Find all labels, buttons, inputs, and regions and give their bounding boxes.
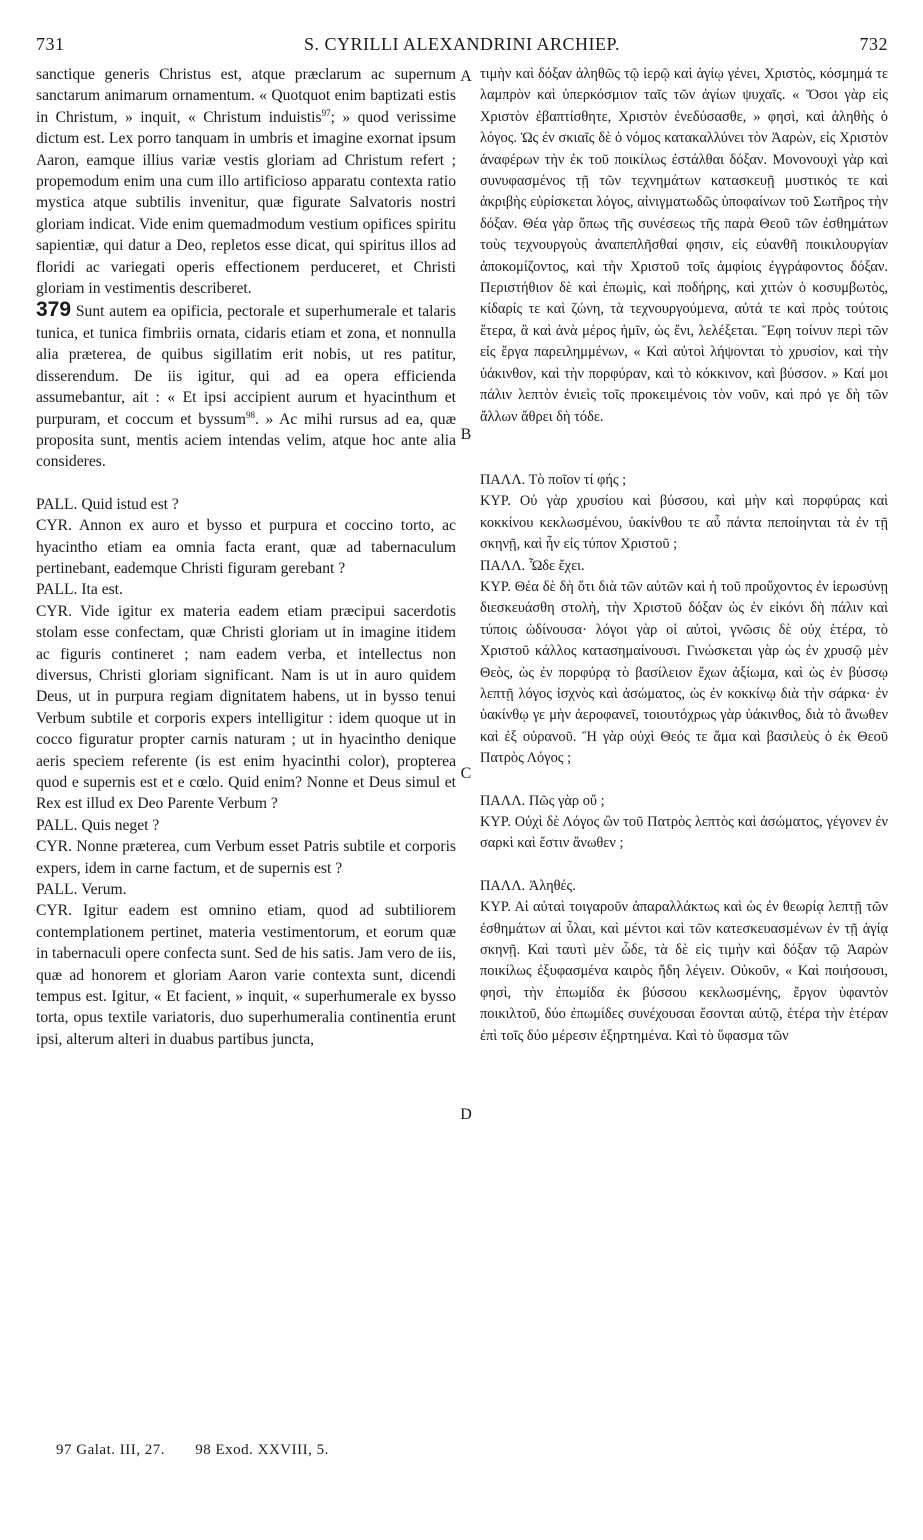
latin-text: Sunt autem ea opificia, pectorale et superhumerale et talaris tunica, et tunica fimbriis ornata, cidaris etiam et zona, et nonnulla alia præterea, de quibus sigillatim erit nobis, ut res patitur, disserendum. De iis igitur, qui ad ea opera efficienda assumebantur, ait : « Et ipsi accipient aurum et hyacinthum et purpuram, et coccum et byssum (36, 303, 456, 428)
footnote-98: 98 Exod. XXVIII, 5. (195, 1442, 329, 1458)
dialogue-line: CYR. Igitur eadem est omnino etiam, quod ad subtiliorem contemplationem pertinet, materia vestimentorum, et eorum quæ in tabernaculi opere confecta sunt. Sed de his satis. Jam vero de iis, quæ ad honorem et gloriam Aaron varie contexta sunt, dicendi tempus est. Igitur, « Et facient, » inquit, « superhumerale ex bysso torta, opus textile variatoris, duo superhumeralia continentia erunt ipsi, alterum alteri in duabus partibus juncta, (36, 902, 456, 1048)
page-number-left: 731 (36, 34, 65, 54)
dialogue-line: PALL. Quid istud est ? (36, 495, 179, 513)
dialogue-line: CYR. Vide igitur ex materia eadem etiam præcipui sacerdotis stolam esse confectam, quæ Christi gloriam ut in imagine itidem ac figuris contineret ; nam eadem verba, et intellectus non diversus, Christi gloriam significant. Nam is ut in auro quidem Deus, ut in purpura regiam dignitatem habens, ut in bysso tenui Verbum subtile et corporis expers intelligitur : idem quoque ut in cocco figuratur propter carnis naturam ; ut in hyacintho denique aeris speciem referente (is est enim hyacinthi color), propterea quod e supernis est et e cœlo. Quid enim? Nonne et Deus simul et Rex est illud ex Deo Parente Verbum ? (36, 602, 456, 813)
page-header (36, 34, 888, 58)
footnotes (56, 1442, 355, 1459)
running-title: S. CYRILLI ALEXANDRINI ARCHIEP. (303, 34, 620, 54)
footnote-ref: 97 (321, 107, 331, 118)
dialogue-line: ΠΑΛΛ. Τὸ ποῖον τί φής ; (480, 471, 627, 488)
dialogue-line: ΚΥΡ. Οὐχὶ δὲ Λόγος ὢν τοῦ Πατρὸς λεπτὸς καὶ ἀσώματος, γέγονεν ἐν σαρκὶ καὶ ἔστιν ἄνωθεν ; (480, 814, 888, 852)
latin-paragraph (36, 299, 456, 472)
dialogue-line: ΚΥΡ. Οὐ γὰρ χρυσίου καὶ βύσσου, καὶ μὴν καὶ πορφύρας καὶ κοκκίνου κεκλωσμένου, ὑακίνθου τε αὖ πάντα πεποίηνται τὰ ἐν τῇ σκηνῇ, καὶ ἦν εἰς τύπον Χριστοῦ ; (480, 493, 888, 553)
dialogue-line: CYR. Nonne præterea, cum Verbum esset Patris subtile et corporis expers, idem in carne factum, et de supernis est ? (36, 838, 456, 877)
dialogue-line: PALL. Verum. (36, 881, 127, 899)
dialogue-line: PALL. Quis neget ? (36, 816, 160, 834)
dialogue-line: PALL. Ita est. (36, 581, 123, 599)
dialogue-line: ΠΑΛΛ. Πῶς γὰρ οὔ ; (480, 792, 605, 809)
greek-paragraph: τιμὴν καὶ δόξαν ἀληθῶς τῷ ἱερῷ καὶ ἁγίῳ γένει, Χριστὸς, κόσμημά τε λαμπρὸν καὶ ὑπερκόσμιον ταῖς τῶν ἁγίων ψυχαῖς. « Ὅσοι γὰρ εἰς Χριστὸν ἐβαπτίσθητε, Χριστὸν ἐνεδύσασθε, » φησὶ, καὶ ἀληθὴς ὁ λόγος. Ὡς ἐν σκιαῖς δὲ ὁ νόμος κατακαλλύνει τὸν Ἀαρὼν, εἰς Χριστὸν ἀναφέρων τὴν ἐκ τοῦ ποικίλως ἐστάλθαι δόξαν. Μονονουχὶ γὰρ καὶ συνυφασμένος τῇ τῶν τεχνημάτων κατασκευῇ μυστικός τε καὶ ἀκριβὴς εὑρίσκεται λόγος, αἰνιγματωδῶς ὑποφαίνων τοῦ Σωτῆρος τὴν δόξαν. Θέα γὰρ ὅπως τῆς συνέσεως τῆς παρὰ Θεοῦ τῶν ἐσθημάτων τοὺς τεχνουργοὺς ἀναπεπλῆσθαί φησιν, εἰς εὐανθῆ ποικιλουργίαν ἀποκομίζοντος, καὶ τὴν Χριστοῦ τοῖς ἀμφίοις ἐγγράφοντος δόξαν. Περιστήθιον δὲ καὶ ἐπωμὶς, καὶ ποδήρης, καὶ χιτὼν ὁ κοσυμβωτὸς, κίδαρίς τε καὶ ζώνη, τὰ τεχνουργούμενα, αὐτά τε καὶ πρὸς τούτοις ἕτερα, ἃ καὶ ἀνὰ μέρος ἡμῖν, ὡς ἔνι, λελέξεται. Ἔφη τοίνυν περὶ τῶν εἰς ἔργα παρειλημμένων, « Καὶ αὐτοὶ λήψονται τὸ χρυσίον, καὶ τὴν ὑάκινθον, καὶ τὴν πορφύραν, καὶ τὸ κόκκινον, καὶ βύσσον. » Καί μοι πάλιν λεπτὸν ἐνιεὶς τοῖς προκειμένοις τὸν νοῦν, καὶ πρό γε δὴ τῶν ἄλλων ἄθρει δὴ τόδε. (480, 66, 888, 425)
dialogue-line: ΠΑΛΛ. Ὧδε ἔχει. (480, 557, 585, 574)
footnote-ref: 98 (245, 409, 255, 420)
dialogue-line: ΠΑΛΛ. Ἀληθές. (480, 877, 576, 894)
dialogue-line: ΚΥΡ. Θέα δὲ δὴ ὅτι διὰ τῶν αὐτῶν καὶ ἡ τοῦ προὔχοντος ἐν ἱερωσύνῃ διεσκευάσθη στολὴ, τὴν Χριστοῦ δόξαν ὡς ἐν εἰκόνι δὴ πάλιν καὶ τύποις ὠδίνουσα· λόγοι γὰρ οἱ αὐτοὶ, γνῶσις δὲ οὐχ ἑτέρα, τὸ Χριστοῦ κάλλος κατασημαίνουσι. Γινώσκεται γὰρ ὡς ἐν χρυσῷ μὲν Θεὸς, ὡς ἐν πορφύρᾳ τὸ βασίλειον ἔχων ἀξίωμα, καὶ ὡς ἐν βύσσῳ λεπτῇ λόγος ἰσχνὸς καὶ ἀσώματος, ὡς ἐν κοκκίνῳ διὰ τὴν σάρκα· ἐν ὑακίνθῳ γε μὴν ἀεροφανεῖ, τοιουτόχρως γὰρ ὑάκινθος, διὰ τὸ ἄνωθεν καὶ ἐξ οὐρανοῦ. Ἢ γὰρ οὐχὶ Θεός τε ἅμα καὶ βασιλεὺς ὁ ἐκ Θεοῦ Πατρὸς Λόγος ; (480, 578, 888, 767)
dialogue-line: ΚΥΡ. Αἱ αὐταὶ τοιγαροῦν ἀπαραλλάκτως καὶ ὡς ἐν θεωρίᾳ λεπτῇ τῶν ἐσθημάτων αἱ ὗλαι, καὶ μέντοι καὶ τῶν κατεσκευασμένων ἐν τῇ ἁγίᾳ σκηνῇ. Καὶ ταυτὶ μὲν ὧδε, τὰ δὲ εἰς τιμὴν καὶ δόξαν τῷ Ἀαρὼν ποικίλως ἐξυφασμένα καιρὸς ἤδη λέγειν. Οὐκοῦν, « Καὶ ποιήσουσι, φησὶ, τὴν ἐπωμίδα ἐκ βύσσου κεκλωσμένης, ἔργον ὑφαντὸν ποικιλτοῦ, δύο ἐπωμίδες συνέχουσαι ἔσονται αὐτῷ, ἑτέρα τὴν ἑτέραν ἐπὶ τοῖς δύο μέρεσιν ἐξηρτημένα. Καὶ τὸ ὕφασμα τῶν (480, 899, 888, 1044)
latin-column (36, 64, 456, 1050)
margin-letter-c: C (460, 765, 472, 782)
dialogue-line: CYR. Annon ex auro et bysso et purpura et coccino torto, ac hyacintho etiam ea omnia facta erant, quæ ad tabernaculum pertinebant, eademque Christi figuram gerebant ? (36, 517, 456, 577)
margin-letter-b: B (460, 426, 472, 443)
margin-letter-a: A (460, 68, 472, 85)
latin-text: sanctique generis Christus est, atque præclarum ac supernum sanctarum animarum ornamentum. « Quotquot enim baptizati estis in Christum, » inquit, « Christum induistis (36, 66, 456, 126)
greek-column (480, 64, 888, 1047)
latin-text: . » Ac mihi rursus ad ea, quæ proposita sunt, mentis aciem intendas velim, atque hoc ante alia consideres. (36, 410, 456, 471)
page-number-right: 732 (859, 34, 888, 54)
section-number: 379 (36, 298, 72, 322)
margin-letter-d: D (460, 1106, 472, 1123)
latin-paragraph (36, 64, 456, 299)
footnote-97: 97 Galat. III, 27. (56, 1442, 165, 1458)
latin-text: ; » quod verissime dictum est. Lex porro tanquam in umbris et imagine exornat ipsum Aaron, eamque illius variæ vestis gloriam ad Christum refert ; propemodum enim una cum illo artificioso apparatu contexta ratio mystica atque subtilis invenitur, quæ figurate Salvatoris nostri gloriam indicat. Vide enim quemadmodum vestium opifices spiritu sapientiæ, qui datur a Deo, repletos esse dicat, qui spiritus illos ad floridi ac variegati operis effectionem perduceret, et Christi gloriam in vestimentis describeret. (36, 108, 456, 298)
